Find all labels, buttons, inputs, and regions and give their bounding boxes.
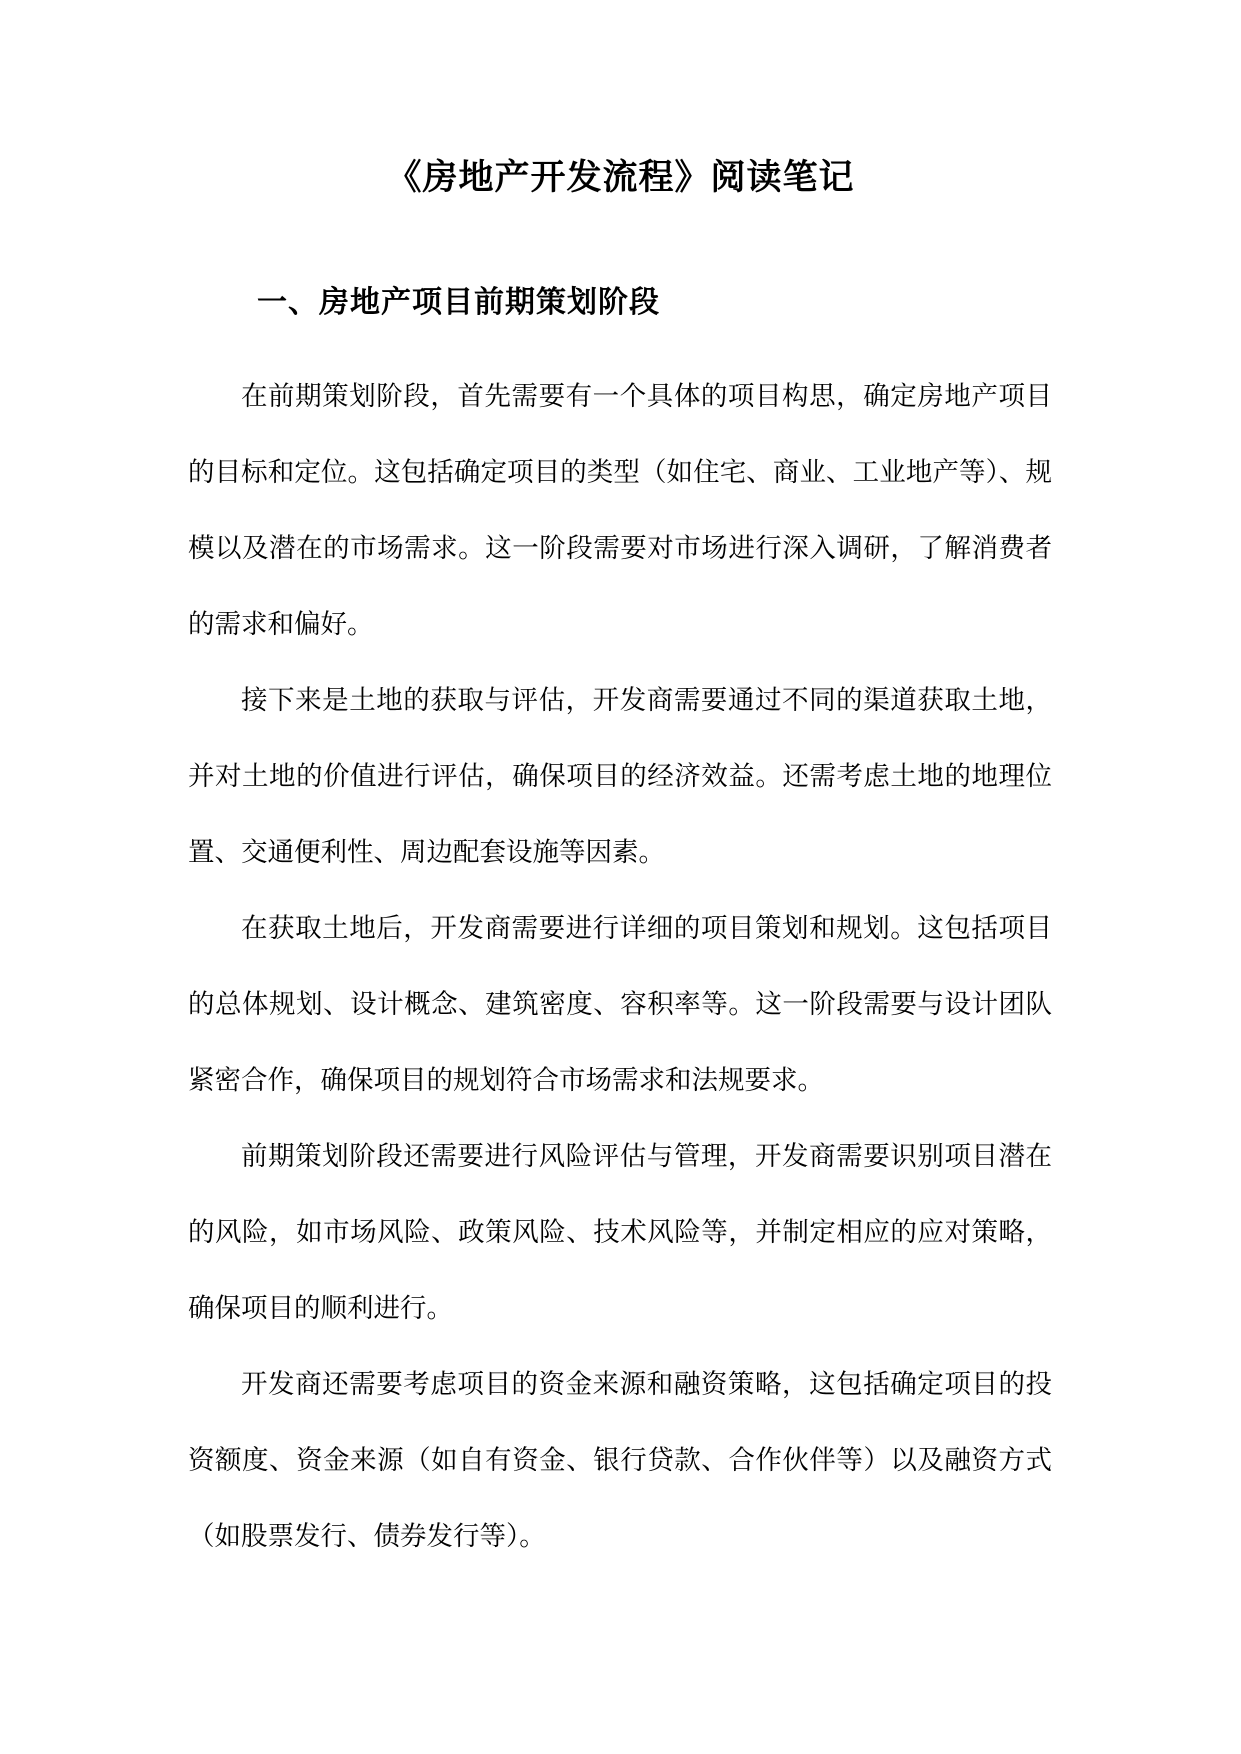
paragraph-3: 在获取土地后，开发商需要进行详细的项目策划和规划。这包括项目的总体规划、设计概念、建筑密度、容积率等。这一阶段需要与设计团队紧密合作，确保项目的规划符合市场需求和法规要求。 (188, 913, 1052, 1096)
document-body (188, 359, 1052, 1575)
paragraph-1: 在前期策划阶段，首先需要有一个具体的项目构思，确定房地产项目的目标和定位。这包括确定项目的类型（如住宅、商业、工业地产等）、规模以及潜在的市场需求。这一阶段需要对市场进行深入调研，了解消费者的需求和偏好。 (188, 381, 1052, 640)
paragraph-4: 前期策划阶段还需要进行风险评估与管理，开发商需要识别项目潜在的风险，如市场风险、政策风险、技术风险等，并制定相应的应对策略，确保项目的顺利进行。 (188, 1141, 1052, 1324)
document-title: 《房地产开发流程》阅读笔记 (386, 157, 855, 198)
section-heading: 一、房地产项目前期策划阶段 (257, 285, 660, 320)
paragraph-2: 接下来是土地的获取与评估，开发商需要通过不同的渠道获取土地，并对土地的价值进行评估，确保项目的经济效益。还需考虑土地的地理位置、交通便利性、周边配套设施等因素。 (188, 685, 1052, 868)
paragraph-5: 开发商还需要考虑项目的资金来源和融资策略，这包括确定项目的投资额度、资金来源（如自有资金、银行贷款、合作伙伴等）以及融资方式（如股票发行、债券发行等）。 (188, 1369, 1052, 1552)
